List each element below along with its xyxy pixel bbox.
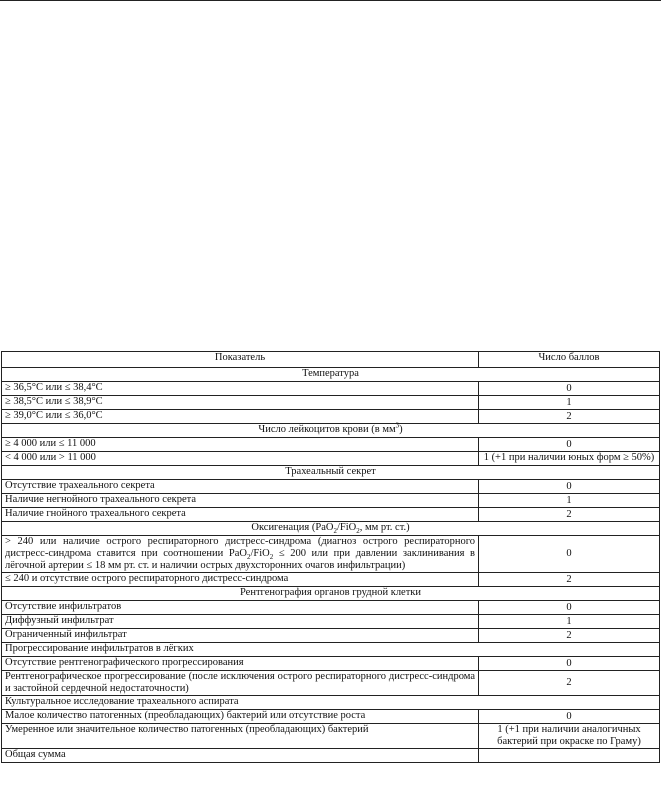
row-points: 2 — [479, 671, 660, 696]
row-label — [2, 536, 479, 573]
total-label: Общая сумма — [2, 749, 479, 763]
table-row — [2, 671, 660, 696]
row-points: 1 — [479, 494, 660, 508]
row-points: 0 — [479, 657, 660, 671]
row-label: Ограниченный инфильтрат — [2, 629, 479, 643]
section-row — [2, 696, 660, 710]
section-leukocytes-text: Число лейкоцитов крови (в мм — [258, 424, 396, 435]
total-row — [2, 749, 660, 763]
text-part: /FiO — [336, 522, 357, 533]
section-oxygenation — [2, 522, 660, 536]
row-label: ≥ 38,5°С или ≤ 38,9°С — [2, 396, 479, 410]
row-points: 2 — [479, 629, 660, 643]
table-row — [2, 396, 660, 410]
section-row — [2, 424, 660, 438]
table-row — [2, 382, 660, 396]
row-points: 1 (+1 при наличии аналогичных бактерий при окраске по Граму) — [479, 724, 660, 749]
row-label: ≤ 240 и отсутствие острого респираторного дистресс-синдрома — [2, 573, 479, 587]
text-part: /FiO — [250, 548, 270, 559]
row-label: Диффузный инфильтрат — [2, 615, 479, 629]
text-part: ≤ 200 или при давлении заклинивания в лёгочной артерии ≤ 18 мм рт. ст. и наличии острых двухсторонних очагов инфильтрации) — [5, 548, 476, 571]
row-label: Наличие негнойного трахеального секрета — [2, 494, 479, 508]
table-row — [2, 629, 660, 643]
row-points: 1 — [479, 396, 660, 410]
row-label: Отсутствие инфильтратов — [2, 601, 479, 615]
row-label: < 4 000 или > 11 000 — [2, 452, 479, 466]
cpis-table-container — [1, 351, 659, 763]
table-row — [2, 573, 660, 587]
top-rule — [0, 0, 661, 1]
row-points: 0 — [479, 438, 660, 452]
total-points — [479, 749, 660, 763]
row-points: 0 — [479, 382, 660, 396]
table-row — [2, 536, 660, 573]
cpis-table — [1, 351, 660, 763]
section-row — [2, 466, 660, 480]
row-points: 1 (+1 при наличии юных форм ≥ 50%) — [479, 452, 660, 466]
section-progression: Прогрессирование инфильтратов в лёгких — [2, 643, 660, 657]
section-leukocytes — [2, 421, 660, 438]
row-points: 0 — [479, 480, 660, 494]
text-part: > 240 или наличие острого респираторного дистресс-синдрома (диагноз острого респираторного дистресс-синдрома ставится при соотношении PaO — [5, 536, 475, 559]
row-label: ≥ 36,5°С или ≤ 38,4°С — [2, 382, 479, 396]
row-label: Малое количество патогенных (преобладающих) бактерий или отсутствие роста — [2, 710, 479, 724]
section-row — [2, 643, 660, 657]
table-row — [2, 615, 660, 629]
row-label: Отсутствие трахеального секрета — [2, 480, 479, 494]
header-points: Число баллов — [479, 352, 660, 368]
subscript: 2 — [356, 527, 360, 536]
table-row — [2, 508, 660, 522]
table-row — [2, 601, 660, 615]
text-part: , мм рт. ст.) — [359, 522, 410, 533]
row-points: 2 — [479, 410, 660, 424]
section-row — [2, 368, 660, 382]
table-row — [2, 438, 660, 452]
table-row — [2, 657, 660, 671]
row-label: ≥ 39,0°С или ≤ 36,0°С — [2, 410, 479, 424]
table-row — [2, 710, 660, 724]
table-row — [2, 410, 660, 424]
row-label: Умеренное или значительное количество патогенных (преобладающих) бактерий — [2, 724, 479, 749]
superscript: 3 — [395, 421, 400, 430]
header-indicator: Показатель — [2, 352, 479, 368]
row-label: ≥ 4 000 или ≤ 11 000 — [2, 438, 479, 452]
section-culture: Культуральное исследование трахеального аспирата — [2, 696, 660, 710]
row-points: 0 — [479, 601, 660, 615]
section-row — [2, 587, 660, 601]
section-leukocytes-close: ) — [399, 424, 403, 435]
text-part: Оксигенация (PaO — [251, 522, 334, 533]
section-xray: Рентгенография органов грудной клетки — [2, 587, 660, 601]
table-row — [2, 480, 660, 494]
row-points: 0 — [479, 710, 660, 724]
section-temperature: Температура — [2, 368, 660, 382]
section-row — [2, 522, 660, 536]
section-secretion: Трахеальный секрет — [2, 466, 660, 480]
table-row — [2, 494, 660, 508]
row-points: 2 — [479, 573, 660, 587]
row-points: 0 — [479, 536, 660, 573]
table-row — [2, 452, 660, 466]
row-label: Наличие гнойного трахеального секрета — [2, 508, 479, 522]
row-label: Отсутствие рентгенографического прогрессирования — [2, 657, 479, 671]
subscript: 2 — [269, 553, 274, 562]
table-row — [2, 724, 660, 749]
row-points: 1 — [479, 615, 660, 629]
header-row — [2, 352, 660, 368]
row-points: 2 — [479, 508, 660, 522]
subscript: 2 — [246, 553, 251, 562]
row-label: Рентгенографическое прогрессирование (после исключения острого респираторного дистресс-синдрома и застойной сердечной недостаточности) — [2, 671, 479, 696]
subscript: 2 — [333, 527, 337, 536]
